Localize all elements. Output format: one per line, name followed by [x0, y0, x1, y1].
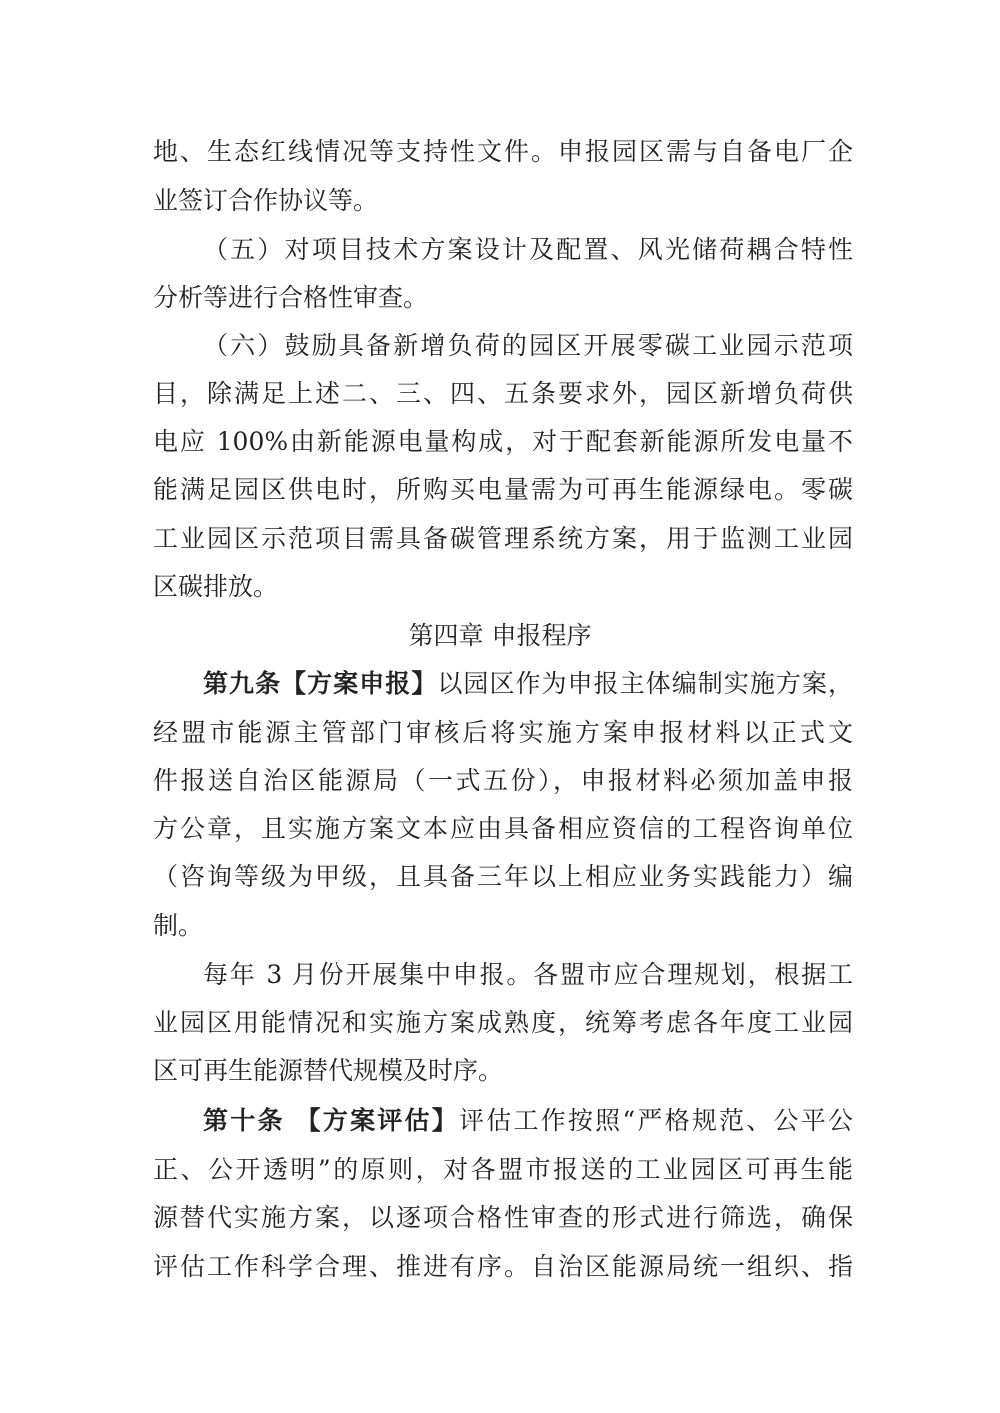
body-text-line: 源替代实施方案，以逐项合格性审查的形式进行筛选，确保 — [153, 1203, 853, 1232]
body-text-line: 制。 — [153, 911, 204, 940]
body-text-line: 能满足园区供电时，所购买电量需为可再生能源绿电。零碳 — [153, 475, 853, 504]
body-text-line: 每年 3 月份开展集中申报。各盟市应合理规划，根据工 — [203, 960, 853, 989]
body-text-line: 分析等进行合格性审查。 — [153, 283, 429, 312]
body-text-line: 工业园区示范项目需具备碳管理系统方案，用于监测工业园 — [153, 524, 853, 553]
chapter-heading: 第四章 申报程序 — [408, 621, 592, 650]
article-text: 评估工作按照“严格规范、公平公 — [459, 1106, 853, 1135]
body-text-line: 经盟市能源主管部门审核后将实施方案申报材料以正式文 — [153, 718, 853, 747]
body-text-line: 电应 100%由新能源电量构成，对于配套新能源所发电量不 — [153, 427, 853, 456]
body-text-line: 件报送自治区能源局（一式五份），申报材料必须加盖申报 — [153, 766, 853, 795]
body-text-line: 业园区用能情况和实施方案成熟度，统筹考虑各年度工业园 — [153, 1008, 853, 1037]
body-text-line: 地、生态红线情况等支持性文件。申报园区需与自备电厂企 — [153, 137, 853, 166]
body-text-line: （六）鼓励具备新增负荷的园区开展零碳工业园示范项 — [203, 331, 853, 360]
body-text-line: 目，除满足上述二、三、四、五条要求外，园区新增负荷供 — [153, 379, 853, 408]
body-text-line: 区碳排放。 — [153, 572, 279, 601]
body-text-line: 评估工作科学合理、推进有序。自治区能源局统一组织、指 — [153, 1252, 853, 1281]
body-text-line: 业签订合作协议等。 — [153, 186, 379, 215]
body-text-line: 方公章，且实施方案文本应由具备相应资信的工程咨询单位 — [153, 814, 853, 843]
body-text-line: 正、公开透明”的原则，对各盟市报送的工业园区可再生能 — [153, 1155, 853, 1184]
body-text-line: （五）对项目技术方案设计及配置、风光储荷耦合特性 — [203, 235, 853, 264]
article-first-line — [203, 660, 853, 708]
body-text-line: （咨询等级为甲级，且具备三年以上相应业务实践能力）编 — [153, 862, 853, 891]
body-text-line: 区可再生能源替代规模及时序。 — [153, 1056, 504, 1085]
article-text: 以园区作为申报主体编制实施方案， — [437, 669, 853, 698]
article-label: 第十条 【方案评估】 — [203, 1106, 459, 1135]
article-label: 第九条【方案申报】 — [203, 669, 438, 698]
article-first-line — [203, 1097, 853, 1145]
